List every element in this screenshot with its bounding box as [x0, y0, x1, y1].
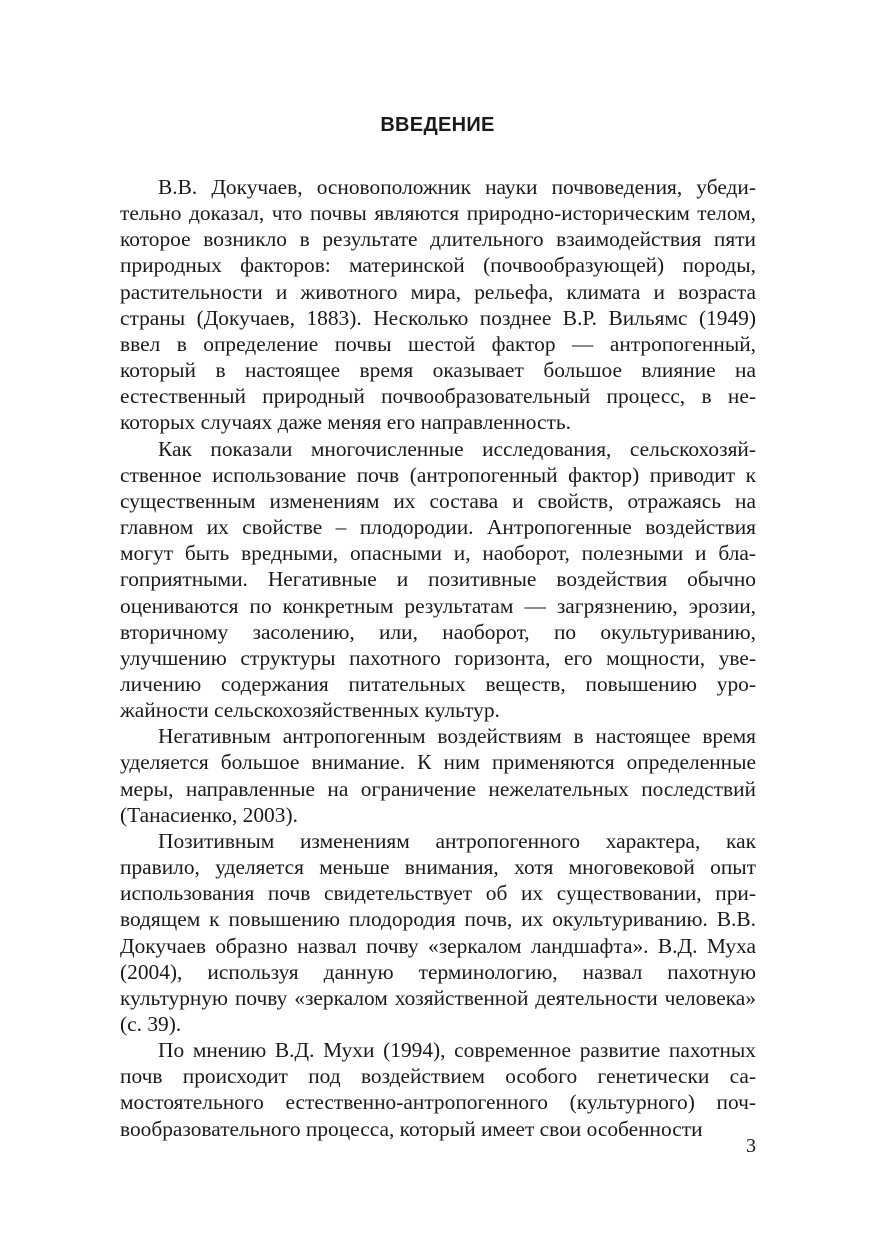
- paragraph: По мнению В.Д. Мухи (1994), современное развитие пахотных почв происходит под воздействием особого генетически самостоятельного естественно-антропогенного (культурного) почвообразовательного процесса, который имеет свои особенности: [120, 1038, 756, 1141]
- page-number: 3: [746, 1135, 756, 1157]
- section-heading: ВВЕДЕНИЕ: [380, 114, 495, 136]
- paragraph: В.В. Докучаев, основоположник науки почвоведения, убедительно доказал, что почвы являются природно-историческим телом, которое возникло в результате длительного взаимодействия пяти природных факторов: материнской (почвообразующей) породы, растительности и животного мира, рельефа, климата и возраста страны (Докучаев, 1883). Несколько позднее В.Р. Вильямс (1949) ввел в определение почвы шестой фактор — антропогенный, который в настоящее время оказывает большое влияние на естественный природный почвообразовательный процесс, в некоторых случаях даже меняя его направленность.: [120, 175, 756, 435]
- paragraph: Негативным антропогенным воздействиям в настоящее время уделяется большое внимание. К ним применяются определенные меры, направленные на ограничение нежелательных последствий (Танасиенко, 2003).: [120, 724, 756, 827]
- paragraph: Позитивным изменениям антропогенного характера, как правило, уделяется меньше внимания, хотя многовековой опыт использования почв свидетельствует об их существовании, приводящем к повышению плодородия почв, их окультуриванию. В.В. Докучаев образно назвал почву «зеркалом ландшафта». В.Д. Муха (2004), используя данную терминологию, назвал пахотную культурную почву «зеркалом хозяйственной деятельности человека» (с. 39).: [120, 828, 756, 1036]
- body-text: [120, 174, 756, 1142]
- paragraph: Как показали многочисленные исследования, сельскохозяйственное использование почв (антропогенный фактор) приводит к существенным изменениям их состава и свойств, отражаясь на главном их свойстве – плодородии. Антропогенные воздействия могут быть вредными, опасными и, наоборот, полезными и благоприятными. Негативные и позитивные воздействия обычно оцениваются по конкретным результатам — загрязнению, эрозии, вторичному засолению, или, наоборот, по окультуриванию, улучшению структуры пахотного горизонта, его мощности, увеличению содержания питательных веществ, повышению урожайности сельскохозяйственных культур.: [120, 436, 756, 723]
